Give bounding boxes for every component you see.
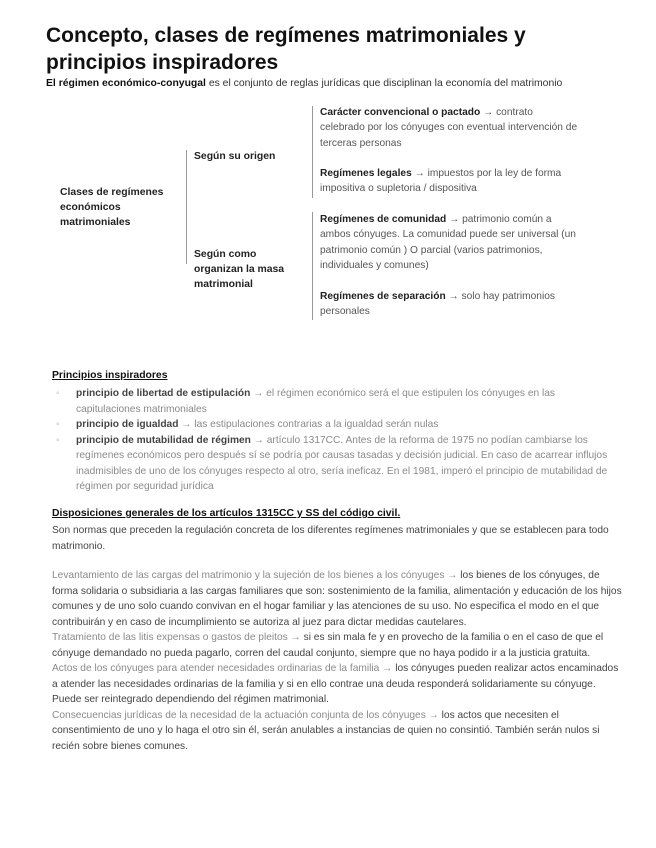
paragraph — [52, 708, 624, 755]
diagram-bracket-left — [186, 150, 187, 264]
dispositions-heading: Disposiciones generales de los artículos 1315CC y SS del código civil. — [52, 508, 401, 519]
principle-bold: principio de igualdad — [76, 419, 179, 430]
leaf-bold: Regímenes legales — [320, 168, 412, 179]
list-item — [52, 386, 622, 417]
bullet-icon: ◦ — [56, 388, 60, 399]
diagram-leaf-community — [320, 212, 580, 274]
paragraph-rest: los cónyuges pueden realizar actos encaminados a atender las necesidades ordinarias de la familia y si en ello contrae una deuda responderá solidariamente su cónyuge. Puede ser reintegrado dependiendo del régimen matrimonial. — [52, 663, 619, 705]
paragraph-rest: los bienes de los cónyuges, de forma solidaria o subsidiaria a las cargas familiares que son: sostenimiento de la familia, alimentación y educación de los hijos comunes y de uno solo cuando convivan en el hogar familiar y las atenciones de su uso. No especifica el modo en el que contribuirán y en caso de incumplimiento se autoriza al juez para dictar medidas cautelares. — [52, 570, 622, 628]
paragraph-lead: Tratamiento de las litis expensas o gastos de pleitos → — [52, 632, 304, 643]
leaf-bold: Carácter convencional o pactado — [320, 107, 481, 118]
leaf-bold: Regímenes de separación — [320, 291, 446, 302]
diagram-leaf-legal — [320, 166, 580, 197]
leaf-rest: → solo hay patrimonios personales — [320, 291, 555, 318]
diagram-root-label: Clases de regímenes económicos matrimoniales — [60, 187, 164, 228]
principles-heading: Principios inspiradores — [52, 370, 168, 381]
paragraph-rest: los actos que necesiten el consentimiento de uno y lo haga el otro sin él, serán anulables a instancias de quien no consintió. También serán nulos si recién sobre bienes comunes. — [52, 709, 600, 752]
paragraph-rest: si es sin mala fe y en provecho de la familia o en el caso de que el cónyuge demandado no pueda pagarlo, corren del caudal conjunto, siempre que no haya podido ir a la justicia gratuita. — [52, 632, 604, 659]
leaf-rest: → impuestos por la ley de forma impositiva o supletoria / dispositiva — [320, 168, 562, 195]
diagram-leaf-separation — [320, 289, 580, 320]
intro-text — [46, 78, 636, 89]
paragraph-lead: Actos de los cónyuges para atender necesidades ordinarias de la familia → — [52, 663, 396, 674]
paragraph — [52, 661, 624, 708]
diagram-bracket-mass — [312, 212, 313, 320]
dispositions-body: Son normas que preceden la regulación concreta de los diferentes regímenes matrimoniales y que se establecen para todo matrimonio. — [52, 525, 609, 552]
paragraph — [52, 568, 624, 630]
intro-rest: es el conjunto de reglas jurídicas que disciplinan la economía del matrimonio — [205, 78, 563, 89]
leaf-rest: → patrimonio común a ambos cónyuges. La comunidad puede ser universal (un patrimonio común ) O parcial (varios patrimonios, individuales y comunes) — [320, 214, 576, 272]
list-item — [52, 433, 622, 495]
diagram-branch-origin: Según su origen — [194, 151, 276, 162]
principle-rest: → el régimen económico será el que estipulen los cónyuges en las capitulaciones matrimoniales — [76, 388, 556, 415]
principle-rest: → artículo 1317CC. Antes de la reforma de 1975 no podían cambiarse los regímenes económicos pero después sí se podría por causas tasadas y decisión judicial. En caso de acarrear influjos inadmisibles de uno de los cónyuges respecto al otro, sería ineficaz. En el 1981, imperó el principio de mutabilidad de régimen por seguridad jurídica — [76, 434, 608, 492]
paragraph — [52, 630, 624, 661]
list-item — [52, 417, 622, 433]
intro-bold: El régimen económico-conyugal — [46, 78, 206, 89]
diagram-branch-mass: Según como organizan la masa matrimonial — [194, 249, 285, 290]
page-title: Concepto, clases de regímenes matrimoniales y principios inspiradores — [46, 24, 526, 74]
principle-rest: → las estipulaciones contrarias a la igualdad serán nulas — [178, 419, 439, 430]
principle-bold: principio de mutabilidad de régimen — [76, 434, 251, 446]
principles-list — [52, 386, 622, 495]
paragraph-lead: Levantamiento de las cargas del matrimonio y la sujeción de los bienes a los cónyuges → — [52, 570, 461, 581]
paragraph-lead: Consecuencias jurídicas de la necesidad de la actuación conjunta de los cónyuges → — [52, 709, 442, 721]
principle-bold: principio de libertad de estipulación — [76, 388, 251, 399]
leaf-rest: → contrato celebrado por los cónyuges con eventual intervención de terceras personas — [320, 107, 578, 149]
leaf-bold: Regímenes de comunidad — [320, 214, 447, 225]
bullet-icon: ◦ — [56, 434, 60, 446]
diagram-leaf-conventional — [320, 105, 580, 151]
dispositions-paragraphs — [52, 568, 624, 754]
bullet-icon: ◦ — [56, 419, 60, 430]
diagram-bracket-origin — [312, 106, 313, 198]
